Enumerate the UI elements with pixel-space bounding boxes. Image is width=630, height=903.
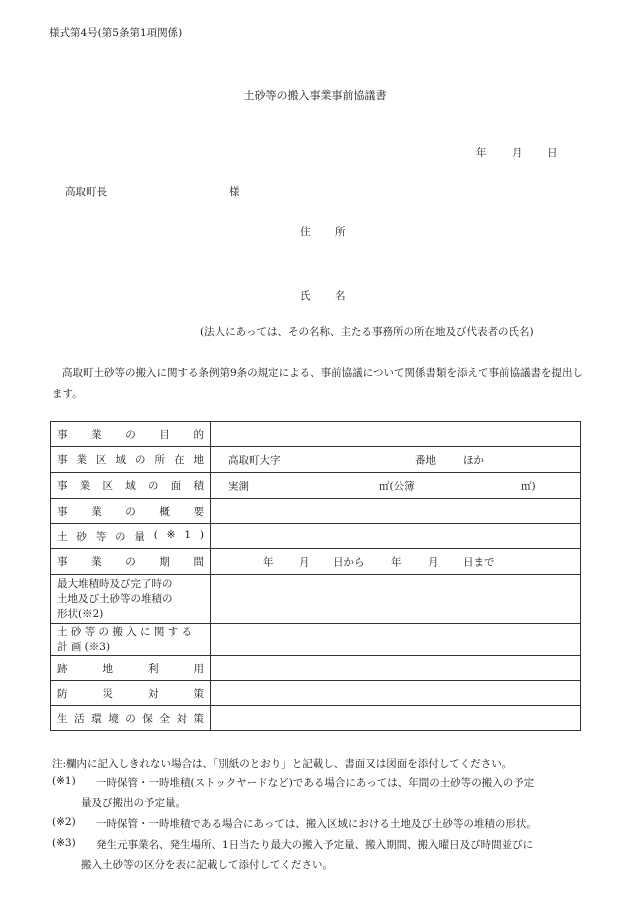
area-m2-close: ㎡): [521, 480, 536, 492]
table-row: [51, 681, 581, 706]
label-char: 事: [57, 505, 68, 518]
label-char: 利: [148, 662, 159, 675]
note-2-text: 一時保管・一時堆積である場合にあっては、搬入区域における土地及び土砂等の堆積の形状。: [96, 818, 537, 830]
form-number: 様式第4号(第5条第1項関係): [49, 27, 183, 39]
period-field[interactable]: [211, 549, 581, 575]
label-char: 目: [159, 428, 170, 441]
label-char: 間: [193, 556, 204, 568]
corporate-note: (法人にあっては、その名称、主たる事務所の所在地及び代表者の氏名): [200, 326, 534, 338]
label-char: 期: [159, 556, 170, 568]
table-row: [51, 624, 581, 656]
label-char: の: [125, 556, 136, 568]
label-char: 事: [57, 480, 68, 492]
note-1-mark: (※1): [52, 775, 76, 787]
document-title: 土砂等の搬入事業事前協議書: [243, 89, 387, 102]
label-char: 業: [91, 505, 102, 518]
label-char: 業: [76, 454, 87, 466]
note-3-mark: (※3): [52, 837, 76, 849]
label-char: 用: [193, 662, 204, 675]
purpose-field[interactable]: [211, 422, 581, 447]
row-label-summary: [51, 499, 211, 524]
plan-field[interactable]: [211, 624, 581, 656]
table-row: [51, 575, 581, 624]
land-use-field[interactable]: [211, 656, 581, 681]
period-start-day: 日から: [333, 556, 365, 568]
area-jissoku: 実測: [228, 480, 249, 492]
date-year: 年: [476, 147, 487, 159]
label-char: 土: [57, 530, 68, 543]
label-char: 対: [176, 712, 187, 725]
label-char: 事: [57, 428, 68, 441]
location-banchi: 番地: [415, 454, 436, 466]
note-1-text: 一時保管・一時堆積(ストックヤードなど)である場合にあっては、年間の土砂等の搬入の予定: [96, 777, 535, 789]
label-char: の: [115, 530, 126, 543]
area-koubo: ㎡(公簿: [379, 480, 415, 492]
period-end-month: 月: [428, 556, 439, 568]
note-3-text-cont: 搬入土砂等の区分を表に記載して添付してください。: [81, 859, 333, 871]
label-char: 境: [108, 712, 119, 725]
label-char: 等: [95, 530, 107, 543]
label-char: 面: [170, 480, 182, 492]
label-char: 所: [154, 454, 165, 466]
row-label-environment: [51, 706, 211, 731]
label-char: 策: [193, 712, 204, 725]
label-char: 業: [91, 428, 102, 441]
label-char: 量: [134, 530, 145, 543]
label-char: の: [148, 480, 159, 492]
label-char: 対: [148, 687, 159, 700]
label-char: ※: [166, 528, 176, 541]
label-char: の: [135, 454, 146, 466]
row-label-soil-volume: [51, 524, 211, 549]
table-row: [51, 499, 581, 524]
label-char: 要: [193, 505, 204, 518]
label-char: 積: [193, 480, 204, 492]
row-label-shape: 最大堆積時及び完了時の 土地及び土砂等の堆積の 形状(※2): [51, 575, 211, 624]
label-char: の: [125, 712, 136, 725]
table-row: [51, 422, 581, 447]
environment-field[interactable]: [211, 706, 581, 731]
row-label-purpose: [51, 422, 211, 447]
label-char: 業: [79, 480, 91, 492]
shape-field[interactable]: [211, 575, 581, 624]
label-char: 区: [96, 454, 107, 466]
summary-field[interactable]: [211, 499, 581, 524]
label-char: 事: [57, 556, 68, 568]
table-row: [51, 524, 581, 549]
addressee-honorific: 様: [229, 186, 240, 198]
label-char: 環: [91, 712, 102, 725]
label-char: (: [153, 528, 158, 541]
label-char: 防: [57, 687, 68, 700]
disaster-field[interactable]: [211, 681, 581, 706]
row-label-location: [51, 447, 211, 473]
row-label-plan: 土 砂 等 の 搬 入 に 関 す る 計 画 (※3): [51, 624, 211, 656]
soil-volume-field[interactable]: [211, 524, 581, 549]
date-month: 月: [512, 147, 523, 159]
period-end-year: 年: [391, 556, 402, 568]
label-char: 跡: [57, 662, 68, 675]
row-label-period: [51, 549, 211, 575]
label-char: 地: [102, 662, 113, 675]
period-start-year: 年: [263, 556, 274, 568]
addressee-name: 高取町長: [65, 186, 107, 198]
label-char: 活: [74, 712, 85, 725]
label-char: 事: [57, 454, 68, 466]
label-char: ): [199, 528, 204, 541]
date-day: 日: [547, 147, 558, 159]
body-text: 高取町土砂等の搬入に関する条例第9条の規定による、事前協議について関係書類を添えて事前協議書を提出します。: [52, 367, 583, 400]
note-main: 注:欄内に記入しきれない場合は、「別紙のとおり」と記載し、書面又は図面を添付してください。: [52, 758, 513, 770]
table-row: [51, 447, 581, 473]
label-char: 1: [184, 528, 192, 541]
label-char: 概: [159, 505, 170, 518]
label-char: 地: [193, 454, 204, 466]
period-end-day: 日まで: [463, 556, 495, 568]
note-3-text: 発生元事業名、発生場所、1日当たり最大の搬入予定量、搬入期間、搬入曜日及び時間並びに: [96, 839, 534, 851]
note-1-text-cont: 量及び搬出の予定量。: [81, 797, 186, 809]
label-char: 区: [102, 480, 113, 492]
table-row: [51, 706, 581, 731]
table-row: [51, 549, 581, 575]
row-label-disaster: [51, 681, 211, 706]
label-char: 在: [174, 454, 185, 466]
area-field[interactable]: [211, 473, 581, 499]
application-table: [50, 421, 581, 731]
label-char: の: [125, 505, 136, 518]
label-char: 的: [193, 428, 204, 441]
row-label-land-use: [51, 656, 211, 681]
label-char: 災: [102, 687, 113, 700]
location-oaza: 高取町大字: [228, 454, 281, 466]
label-char: 策: [193, 687, 204, 700]
label-char: 業: [91, 556, 102, 568]
label-char: 保: [142, 712, 153, 725]
date-line: [0, 145, 630, 159]
label-char: 砂: [76, 530, 87, 543]
location-hoka: ほか: [463, 454, 484, 466]
label-char: 域: [115, 454, 126, 466]
row-label-area: [51, 473, 211, 499]
label-char: 生: [57, 712, 68, 725]
table-row: [51, 656, 581, 681]
table-row: [51, 473, 581, 499]
note-2-mark: (※2): [52, 816, 76, 828]
period-start-month: 月: [299, 556, 310, 568]
label-char: 全: [159, 712, 170, 725]
label-char: 域: [125, 480, 136, 492]
location-field[interactable]: [211, 447, 581, 473]
label-char: の: [125, 428, 136, 441]
